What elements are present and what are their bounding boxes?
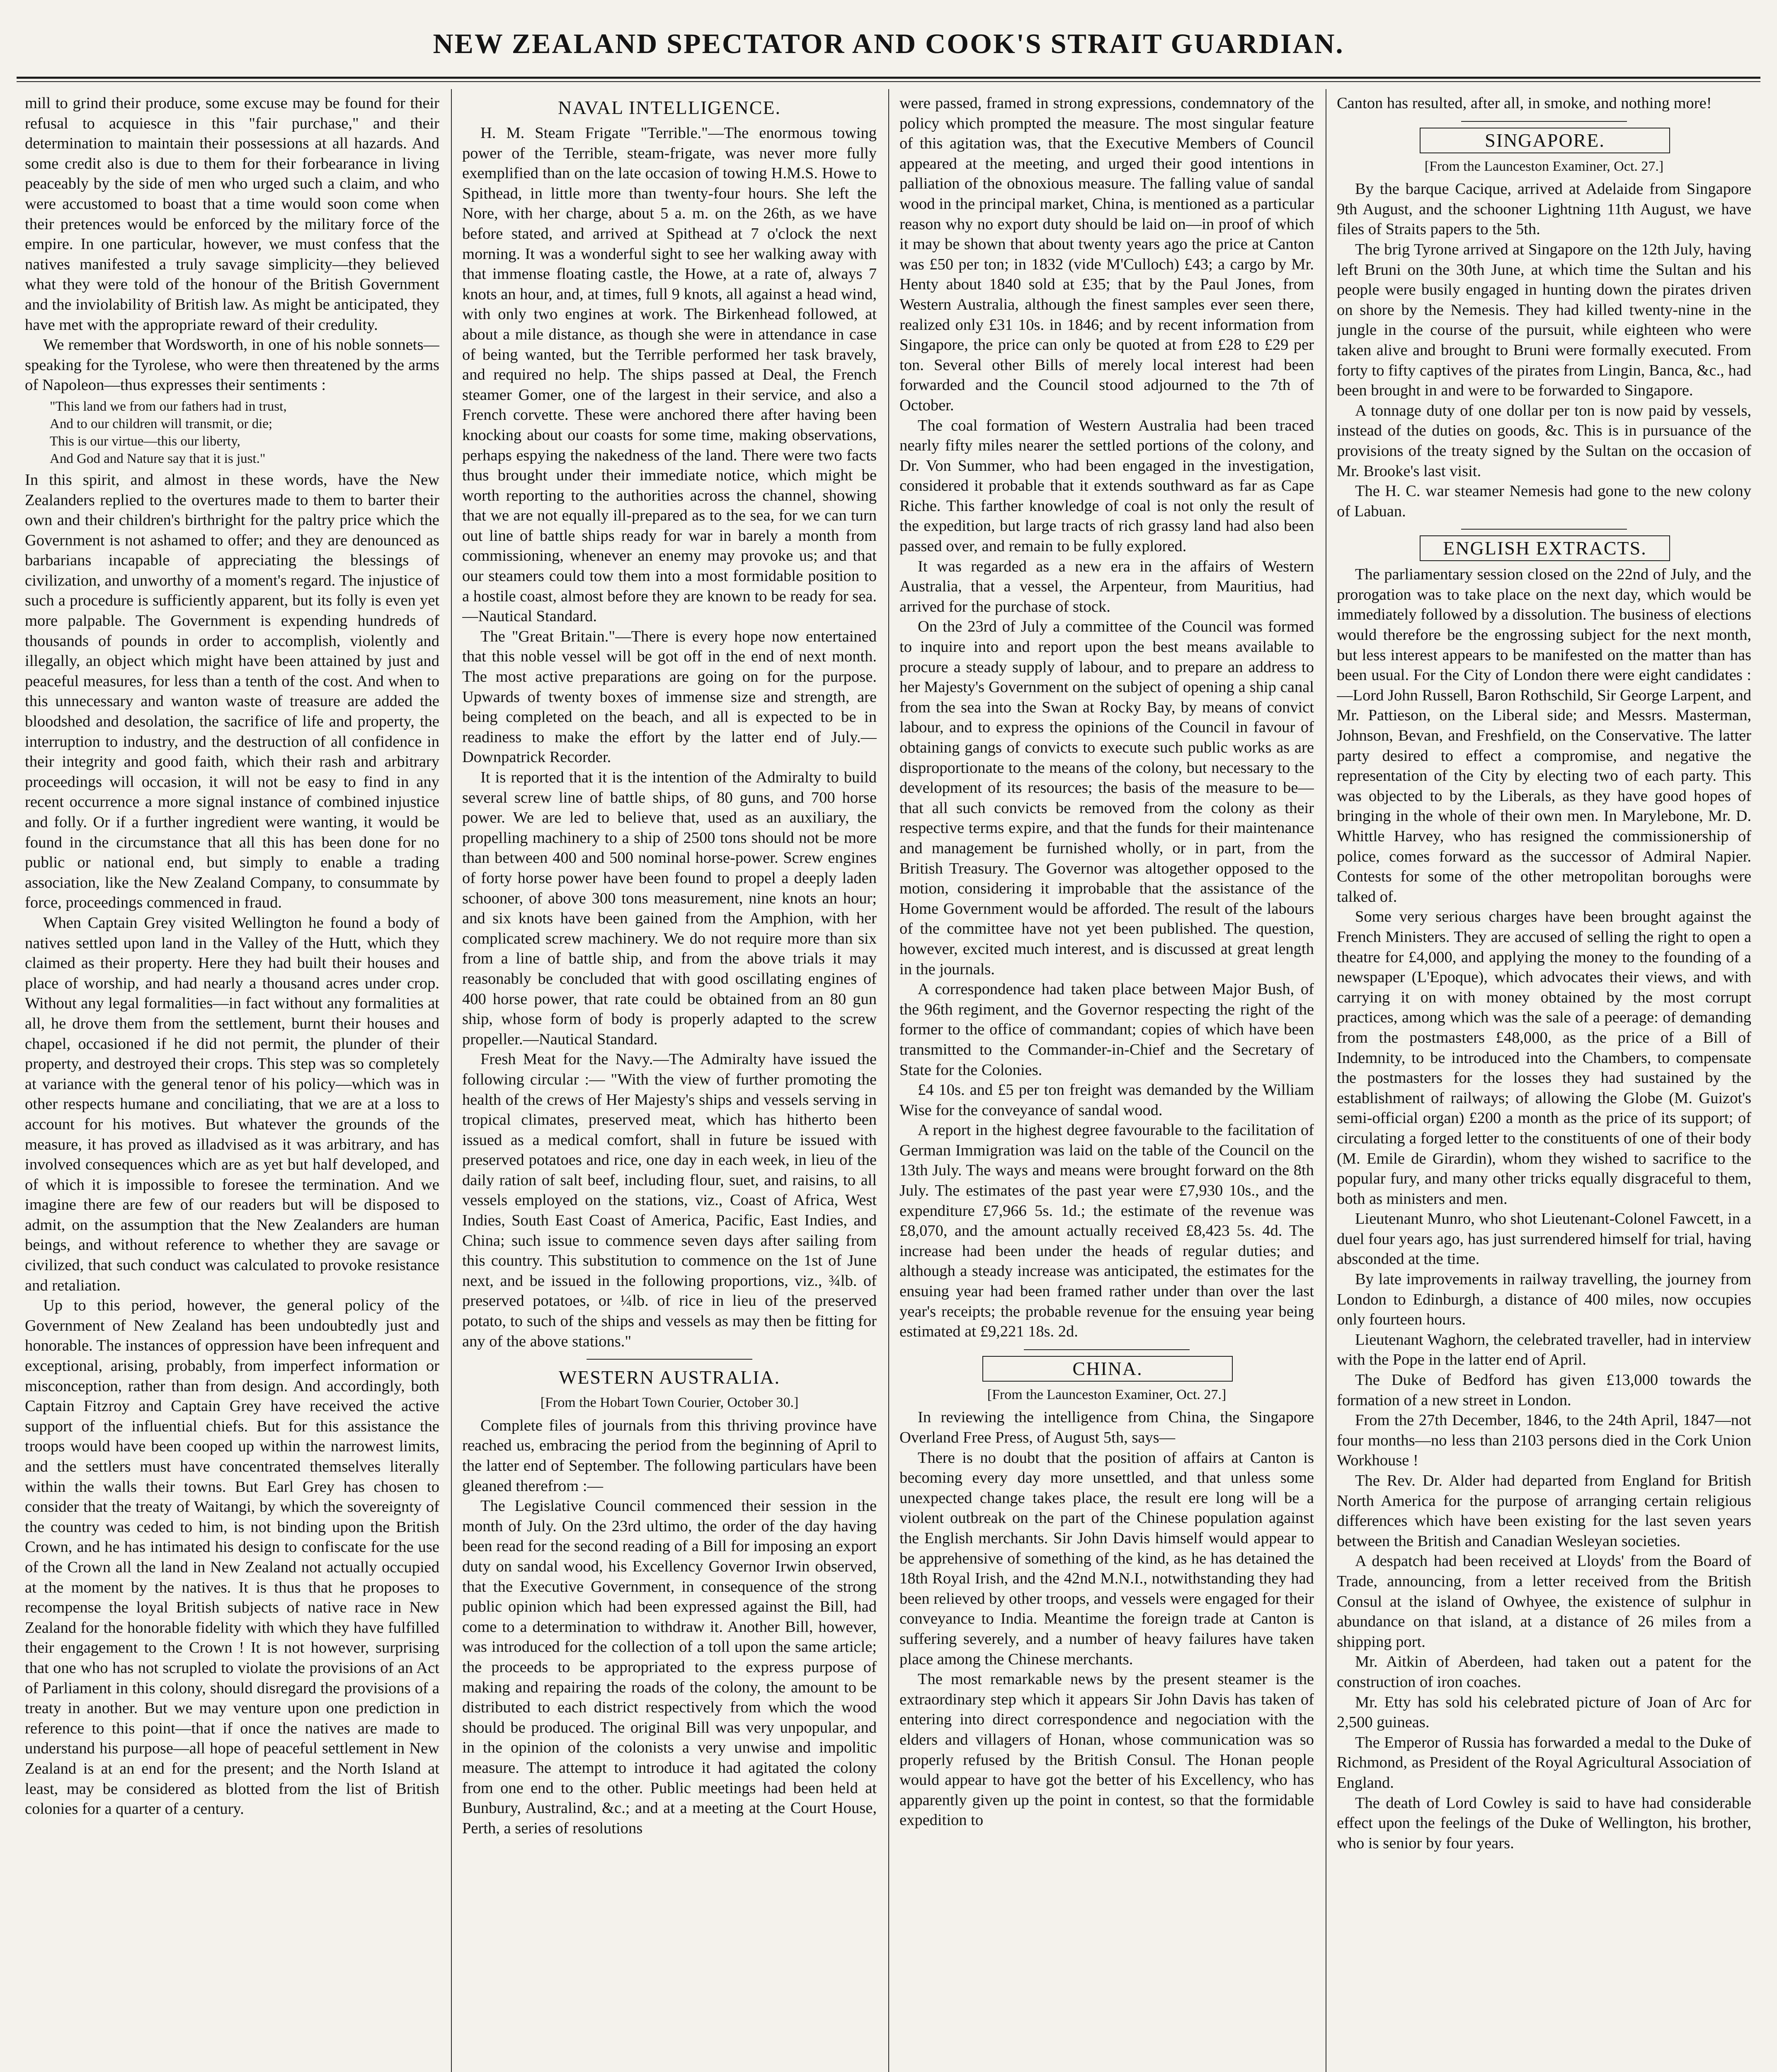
column-divider <box>888 89 889 2072</box>
article-paragraph: The parliamentary session closed on the 22nd of July, and the prorogation was to take place on the next day, which would be immediately followed by a dissolution. The business of elections would therefore be the engrossing subject for the next month, but less interest appears to be manifested on the matter than has been usual. For the City of London there were eight candidates :—Lord John Russell, Baron Rothschild, Sir George Larpent, and Mr. Pattieson, on the Liberal side; and Messrs. Masterman, Johnson, Bevan, and Freshfield, on the Conservative. The latter party desired to effect a compromise, and negative the representation of the City by electing two of each party. This was objected to by the Liberals, as they have good hopes of bringing in the whole of their own men. In Marylebone, Mr. D. Whittle Harvey, who has resigned the commissionership of police, comes forward as the successor of Admiral Napier. Contests for some of the other metropolitan boroughs were talked of. <box>1337 566 1751 905</box>
sonnet-quote <box>50 398 439 467</box>
article-paragraph: In this spirit, and almost in these words, have the New Zealanders replied to the overtures made to them to barter their own and their children's birthright for the paltry price which the Government is not ashamed to offer; and they are denounced as barbarians incapable of appreciating the blessings of civilization, and unworthy of a moment's regard. The injustice of such a procedure is sufficiently apparent, but its folly is even yet more palpable. The Government is expending hundreds of thousands of pounds in order to accomplish, violently and illegally, an object which might have been attained by just and peaceful measures, for less than a tenth of the cost. And when to this unnecessary and wanton waste of treasure are added the bloodshed and desolation, the sacrifice of life and property, the interruption to industry, and the destruction of all confidence in their integrity and good faith, which their rash and arbitrary proceedings will occasion, it will not be easy to find in any recent occurrence a more signal instance of combined injustice and folly. Or if a further ingredient were wanting, it would be found in the circumstance that all this has been done for no public or national end, but simply to enable a trading association, like the New Zealand Company, to consummate by force, proceedings commenced in fraud. <box>25 471 439 912</box>
source-line: [From the Launceston Examiner, Oct. 27.] <box>987 1387 1227 1402</box>
article-paragraph: The brig Tyrone arrived at Singapore on the 12th July, having left Bruni on the 30th June, at which time the Sultan and his people were busily engaged in hunting down the pirates driven on shore by the Nemesis. They had killed twenty-nine in the jungle in the course of the pursuit, while eighteen who were taken alive and brought to Bruni were formally executed. From forty to fifty captives of the pirates from Lingin, Banca, &c., had been brought in and were to be forwarded to Singapore. <box>1337 240 1751 399</box>
poem-line: This is our virtue—this our liberty, <box>50 433 240 449</box>
article-paragraph: It is reported that it is the intention of the Admiralty to build several screw line of battle ships, of 80 guns, and 700 horse power. We are led to believe that, used as an auxiliary, the propelling machinery to a ship of 2500 tons should not be more than between 400 and 500 nominal horse-power. Screw engines of forty horse power have been found to propel a deeply laden schooner, of above 300 tons measurement, nine knots an hour; and six knots have been gained from the Amphion, with her complicated screw machinery. We do not require more than six from a line of battle ship, and from the above trials it may reasonably be concluded that with good oscillating engines of 400 horse power, that rate could be obtained from an 80 gun ship, whose form of body is properly adapted to the screw propeller.—Nautical Standard. <box>462 769 877 1048</box>
section-rule <box>1461 121 1627 122</box>
article-paragraph: When Captain Grey visited Wellington he found a body of natives settled upon land in the Valley of the Hutt, which they claimed as their property. Here they had built their houses and place of worship, and had nearly a thousand acres under crop. Without any legal formalities—in fact without any formalities at all, he drove them from the settlement, burnt their houses and chapel, occasioned if he did not permit, the plunder of their property, and destroyed their crops. This step was so completely at variance with the general tenor of his policy—which was in other respects humane and conciliating, that we are at a loss to account for his motives. But whatever the grounds of the measure, it has proved as illadvised as it was arbitrary, and has involved consequences which are as yet but half developed, and of which it is impossible to foresee the termination. And we imagine there are few of our readers but will be disposed to admit, on the assumption that the New Zealanders are human beings, and without reference to whether they are savage or civilized, that such conduct was calculated to provoke resistance and retaliation. <box>25 914 439 1294</box>
article-paragraph: Lieutenant Waghorn, the celebrated traveller, had in interview with the Pope in the latter end of April. <box>1337 1331 1751 1369</box>
article-paragraph: There is no doubt that the position of affairs at Canton is becoming every day more unsettled, and that unless some unexpected change takes place, the result ere long will be a violent outbreak on the part of the Chinese population against the English merchants. Sir John Davis himself would appear to be apprehensive of something of the kind, as he has detained the 18th Royal Irish, and the 42nd M.N.I., notwithstanding they had been relieved by other troops, and vessels were engaged for their conveyance to India. Meantime the foreign trade at Canton is suffering severely, and a number of heavy failures have taken place among the Chinese merchants. <box>899 1449 1314 1668</box>
article-paragraph: Some very serious charges have been brought against the French Ministers. They are accused of selling the right to open a theatre for £4,000, and applying the money to the founding of a newspaper (L'Epoque), which advocates their views, and with carrying it on with money obtained by the most corrupt practices, among which was the sale of a peerage: of demanding from the postmasters £48,000, as the price of a Bill of Indemnity, to be introduced into the Chambers, to compensate the postmasters for the losses they had sustained by the establishment of railways; of allowing the Globe (M. Guizot's semi-official organ) £200 a month as the price of its support; of circulating a forged letter to the constituents of one of their body (M. Emile de Girardin), whom they wished to sacrifice to the popular fury, and many other tricks equally disgraceful to them, both as ministers and men. <box>1337 908 1751 1208</box>
poem-line: "This land we from our fathers had in trust, <box>50 399 287 414</box>
naval-heading: NAVAL INTELLIGENCE. <box>558 97 781 118</box>
article-paragraph: The most remarkable news by the present steamer is the extraordinary step which it appears Sir John Davis has taken of entering into direct correspondence and negociation with the elders and villagers of Honan, whose communication was so properly refused by the British Consul. The Honan people would appear to have got the better of his Excellency, who has apparently given up the point in contest, so that the formidable expedition to <box>899 1670 1314 1829</box>
article-paragraph: It was regarded as a new era in the affairs of Western Australia, that a vessel, the Arpenteur, from Mauritius, had arrived for the purchase of stock. <box>899 557 1314 615</box>
article-paragraph: By the barque Cacique, arrived at Adelaide from Singapore 9th August, and the schooner Lightning 11th August, we have files of Straits papers to the 5th. <box>1337 180 1751 238</box>
article-paragraph: By late improvements in railway travelling, the journey from London to Edinburgh, a distance of 400 miles, now occupies only fourteen hours. <box>1337 1271 1751 1329</box>
article-paragraph: Fresh Meat for the Navy.—The Admiralty have issued the following circular :— "With the view of further promoting the health of the crews of Her Majesty's ships and vessels serving in tropical climates, preserved meat, which has hitherto been issued as a medical comfort, shall in future be issued with preserved potatoes and rice, one day in each week, in lieu of the daily ration of salt beef, including flour, suet, and raisins, to all vessels employed on the stations, viz., Coast of Africa, West Indies, South East Coast of America, Pacific, East Indies, and China; such issue to commence seven days after sailing from this country. This substitution to commence on the 1st of June next, and be issued in the following proportions, viz., ¾lb. of preserved potatoes, or ¼lb. of rice in lieu of the preserved potato, to such of the ships and vessels as may then be fitting for any of the above stations." <box>462 1051 877 1350</box>
column-divider <box>451 89 452 2072</box>
column-1 <box>25 93 439 2072</box>
article-paragraph: The death of Lord Cowley is said to have had considerable effect upon the feelings of the Duke of Wellington, his brother, who is senior by four years. <box>1337 1794 1751 1852</box>
china-heading: CHINA. <box>982 1356 1233 1382</box>
article-paragraph: Up to this period, however, the general policy of the Government of New Zealand has been undoubtedly just and honorable. The instances of oppression have been infrequent and exceptional, arising, probably, from imperfect information or misconception, rather than from design. And accordingly, both Captain Fitzroy and Captain Grey have received the active support of the influential chiefs. But for this assistance the troops would have been cooped up within the narrowest limits, and the settlers must have concentrated themselves literally within the walls their towns. But Earl Grey has chosen to consider that the treaty of Waitangi, by which the sovereignty of the country was ceded to him, is not binding upon the British Crown, and he has intimated his design to confiscate for the use of the Crown all the land in New Zealand not actually occupied at the moment by the natives. It is thus that he proposes to recompense the loyal British subjects of native race in New Zealand for the honorable fidelity with which they have fulfilled their engagement to the Crown ! It is not however, surprising that one who has not scrupled to violate the provisions of an Act of Parliament in this colony, should disregard the provisions of a treaty in another. But we may venture upon one prediction in reference to this point—that if once the natives are made to understand his purpose—all hope of peaceful settlement in New Zealand is at an end for the present; and the North Island at least, may be considered as blotted from the list of British colonies for a quarter of a century. <box>25 1297 439 1818</box>
article-paragraph: Mr. Aitkin of Aberdeen, had taken out a patent for the construction of iron coaches. <box>1337 1653 1751 1691</box>
source-line: [From the Hobart Town Courier, October 30.] <box>540 1395 799 1411</box>
section-rule <box>587 1359 752 1360</box>
poem-line: And God and Nature say that it is just." <box>50 451 266 466</box>
article-paragraph: £4 10s. and £5 per ton freight was demanded by the William Wise for the conveyance of sandal wood. <box>899 1081 1314 1119</box>
article-paragraph: The Duke of Bedford has given £13,000 towards the formation of a new street in London. <box>1337 1371 1751 1409</box>
article-paragraph: Complete files of journals from this thriving province have reached us, embracing the period from the beginning of April to the latter end of September. The following particulars have been gleaned therefrom :— <box>462 1416 877 1495</box>
article-paragraph: A tonnage duty of one dollar per ton is now paid by vessels, instead of the duties on goods, &c. This is in pursuance of the provisions of the treaty signed by the Sultan on the occasion of Mr. Brooke's last visit. <box>1337 402 1751 480</box>
article-paragraph: The "Great Britain."—There is every hope now entertained that this noble vessel will be got off in the end of next month. The most active preparations are going on for the purpose. Upwards of twenty boxes of immense size and strength, are being completed on the beach, and all is expected to be in readiness to make the effort by the latter end of July.—Downpatrick Recorder. <box>462 627 877 766</box>
article-paragraph: The H. C. war steamer Nemesis had gone to the new colony of Labuan. <box>1337 482 1751 520</box>
poem-line: And to our children will transmit, or die; <box>50 416 273 431</box>
column-4 <box>1337 93 1751 2072</box>
masthead-rule <box>17 77 1760 82</box>
article-paragraph: A correspondence had taken place between Major Bush, of the 96th regiment, and the Governor respecting the right of the former to the office of commandant; copies of which have been transmitted to the Commander-in-Chief and the Secretary of State for the Colonies. <box>899 980 1314 1079</box>
article-paragraph: Canton has resulted, after all, in smoke, and nothing more! <box>1337 94 1712 112</box>
article-paragraph: On the 23rd of July a committee of the Council was formed to inquire into and report upon the best means available to procure a steady supply of labour, and to prepare an address to her Majesty's Government on the subject of opening a ship canal from the sea into the Swan at Rocky Bay, by means of convict labour, and to express the opinions of the Council in favour of obtaining gangs of convicts to execute such public works as are disproportionate to the means of the colony, but necessary to the development of its resources; the basis of the measure to be—that all such convicts be removed from the colony as their respective terms expire, and that the funds for their maintenance and management be furnished wholly, or in part, from the British Treasury. The Governor was altogether opposed to the motion, considering it improbable that the assistance of the Home Government would be afforded. The result of the labours of the committee have not yet been published. The question, however, excited much interest, and is discussed at great length in the journals. <box>899 618 1314 978</box>
article-paragraph: mill to grind their produce, some excuse may be found for their refusal to acquiesce in this "fair purchase," and their determination to maintain their possessions at all hazards. And some credit also is due to them for their forbearance in living peaceably by the side of men who urged such a claim, and who were accustomed to boast that a time would soon come when their pretences would be enforced by the military force of the empire. In one particular, however, we must confess that the natives manifested a truly savage simplicity—they believed what they were told of the honour of the British Government and the inviolability of British law. As might be anticipated, they have met with the appropriate reward of their credulity. <box>25 94 439 334</box>
article-paragraph: The Legislative Council commenced their session in the month of July. On the 23rd ultimo, the order of the day having been read for the second reading of a Bill for imposing an export duty on sandal wood, his Excellency Governor Irwin observed, that the Executive Government, in consequence of the strong public opinion which had been expressed against the Bill, had come to a determination to withdraw it. Another Bill, however, was introduced for the collection of a toll upon the same article; the proceeds to be appropriated to the express purpose of making and repairing the roads of the colony, the amount to be distributed to each district respectively from which the wood should be produced. The original Bill was very unpopular, and in the opinion of the colonists a very unwise and impolitic measure. The attempt to introduce it had agitated the colony from one end to the other. Public meetings had been held at Bunbury, Australind, &c.; and at a meeting at the Court House, Perth, a series of resolutions <box>462 1497 877 1837</box>
article-paragraph: Lieutenant Munro, who shot Lieutenant-Colonel Fawcett, in a duel four years ago, has just surrendered himself for trial, having absconded at the time. <box>1337 1210 1751 1268</box>
article-paragraph: We remember that Wordsworth, in one of his noble sonnets—speaking for the Tyrolese, who were then threatened by the arms of Napoleon—thus expresses their sentiments : <box>25 336 439 394</box>
singapore-heading: SINGAPORE. <box>1420 128 1670 153</box>
article-paragraph: H. M. Steam Frigate "Terrible."—The enormous towing power of the Terrible, steam-frigate, was never more fully exemplified than on the late occasion of towing H.M.S. Howe to Spithead, in little more than twenty-four hours. She left the Nore, with her charge, about 5 a. m. on the 26th, as we have before stated, and arrived at Spithead at 7 o'clock the next morning. It was a wonderful sight to see her walking away with that immense floating castle, the Howe, at a rate of, always 7 knots an hour, and, at times, full 9 knots, all against a head wind, with only two engines at work. The Birkenhead followed, at about a mile distance, as though she were in attendance in case of being wanted, but the Terrible performed her task bravely, and required no help. The ships passed at Deal, the French steamer Gomer, one of the largest in their service, and also a French corvette. These were anchored there after having been knocking about our coasts for some time, making observations, perhaps espying the nakedness of the land. There were two facts thus brought under their immediate notice, which might be worth reporting to the authorities across the channel, showing that we are not equally ill-prepared as to the sea, for we can turn out line of battle ships ready for war in barely a month from commissioning, whenever an enemy may provoke us; and that our steamers could tow them into a most formidable position to a hostile coast, almost before they are known to be ready for sea.—Nautical Standard. <box>462 124 877 625</box>
article-paragraph: A report in the highest degree favourable to the facilitation of German Immigration was laid on the table of the Council on the 13th July. The ways and means were brought forward on the 8th July. The estimates of the past year were £7,930 10s., and the expenditure £7,966 5s. 1d.; the estimate of the revenue was £8,070, and the amount actually received £8,423 5s. 4d. The increase had been under the heads of regular duties; and although a steady increase was anticipated, the estimates for the ensuing year had been framed rather under than over the last year's receipts; the probable revenue for the ensuing year being estimated at £9,221 18s. 2d. <box>899 1121 1314 1341</box>
section-rule <box>1024 1349 1190 1350</box>
article-paragraph: From the 27th December, 1846, to the 24th April, 1847—not four months—no less than 2103 persons died in the Cork Union Workhouse ! <box>1337 1411 1751 1469</box>
article-paragraph: were passed, framed in strong expressions, condemnatory of the policy which prompted the measure. The most singular feature of this agitation was, that the Executive Members of Council appeared at the meeting, and urged their good intentions in palliation of the obnoxious measure. The falling value of sandal wood in the principal market, China, is mentioned as a particular reason why no export duty should be laid on—in proof of which it may be shown that about twenty years ago the price at Canton was £50 per ton; in 1832 (vide M'Culloch) £43; a cargo by Mr. Henty about 1840 sold at £35; that by the Paul Jones, from Western Australia, although the finest samples ever seen there, realized only £31 10s. in 1846; and by recent information from Singapore, the price can only be quoted at from £28 to £29 per ton. Several other Bills of merely local interest had been forwarded and the Council stood adjourned to the 7th of October. <box>899 94 1314 414</box>
article-paragraph: In reviewing the intelligence from China, the Singapore Overland Free Press, of August 5th, says— <box>899 1409 1314 1446</box>
section-rule <box>1461 529 1627 530</box>
masthead: NEW ZEALAND SPECTATOR AND COOK'S STRAIT GUARDIAN. <box>433 28 1344 59</box>
western-australia-heading: WESTERN AUSTRALIA. <box>558 1367 781 1388</box>
article-paragraph: A despatch had been received at Lloyds' from the Board of Trade, announcing, from a letter received from the British Consul at the island of Owhyee, the existence of sulphur in abundance on that island, at a distance of 26 miles from a shipping port. <box>1337 1552 1751 1651</box>
article-paragraph: The coal formation of Western Australia had been traced nearly fifty miles nearer the settled portions of the colony, and Dr. Von Summer, who had been engaged in the investigation, considered it probable that it extends southward as far as Cape Riche. This farther knowledge of coal is not only the result of the expedition, but large tracts of rich grassy land had also been passed over, and remain to be fully explored. <box>899 416 1314 555</box>
article-paragraph: The Emperor of Russia has forwarded a medal to the Duke of Richmond, as President of the Royal Agricultural Association of England. <box>1337 1733 1751 1791</box>
column-2 <box>462 93 877 2072</box>
article-paragraph: Mr. Etty has sold his celebrated picture of Joan of Arc for 2,500 guineas. <box>1337 1693 1751 1731</box>
source-line: [From the Launceston Examiner, Oct. 27.] <box>1424 158 1664 174</box>
english-extracts-heading: ENGLISH EXTRACTS. <box>1420 535 1670 561</box>
column-3 <box>899 93 1314 2072</box>
article-paragraph: The Rev. Dr. Alder had departed from England for British North America for the purpose of arranging certain religious differences which have been existing for the last seven years between the British and Canadian Wesleyan societies. <box>1337 1472 1751 1550</box>
